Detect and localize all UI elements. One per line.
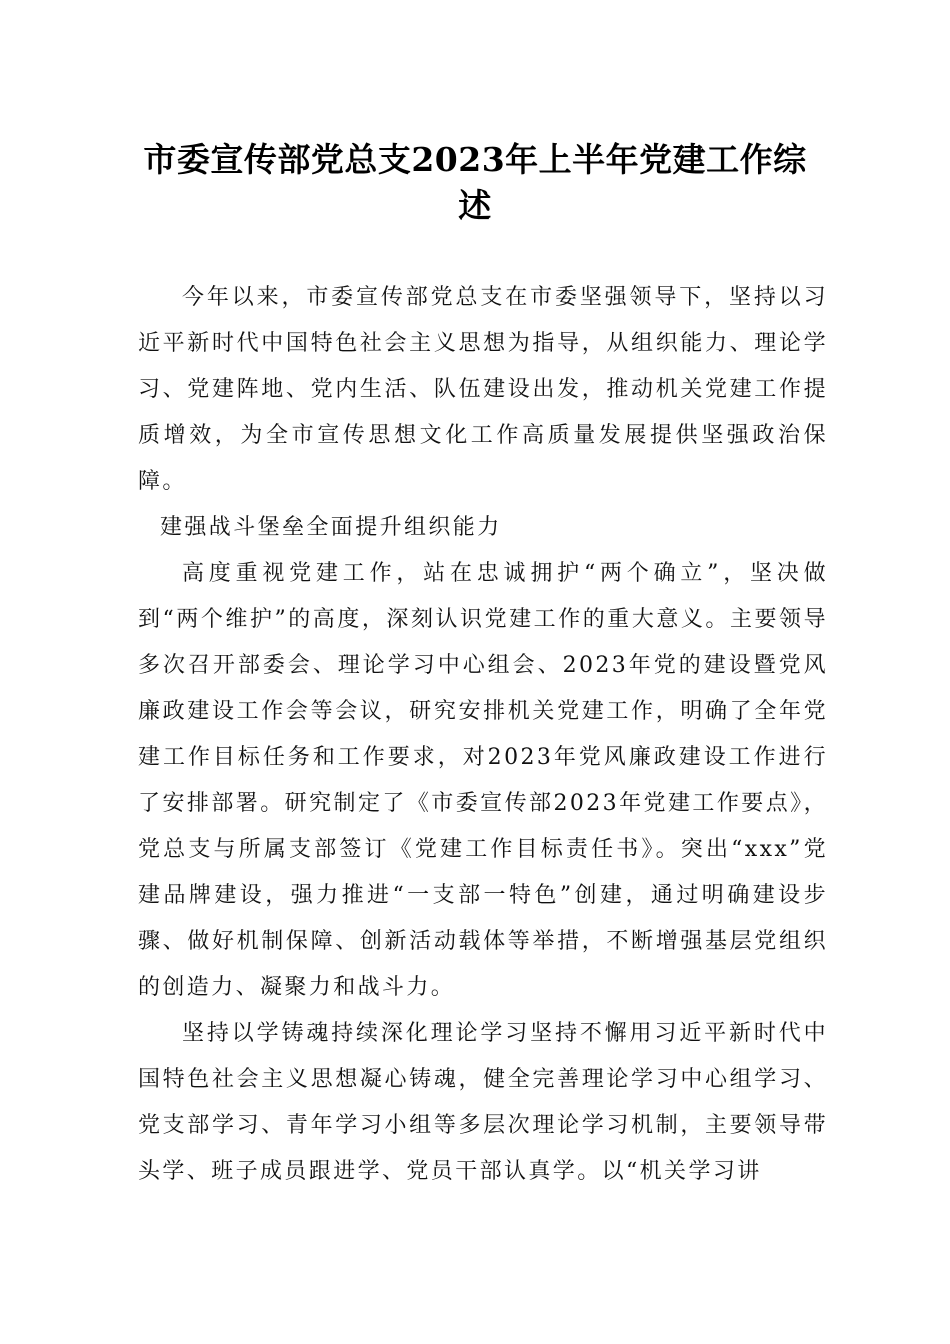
- intro-paragraph: 今年以来，市委宣传部党总支在市委坚强领导下，坚持以习近平新时代中国特色社会主义思想为指导，从组织能力、理论学习、党建阵地、党内生活、队伍建设出发，推动机关党建工作提质增效，为全市宣传思想文化工作高质量发展提供坚强政治保障。: [138, 285, 828, 494]
- body-paragraph: 坚持以学铸魂持续深化理论学习坚持不懈用习近平新时代中国特色社会主义思想凝心铸魂，健全完善理论学习中心组学习、党支部学习、青年学习小组等多层次理论学习机制，主要领导带头学、班子成员跟进学、党员干部认真学。以“机关学习讲: [138, 1021, 828, 1184]
- document-body: [138, 275, 828, 1195]
- document-title: 市委宣传部党总支2023年上半年党建工作综述: [143, 140, 807, 225]
- section-heading: 建强战斗堡垒全面提升组织能力: [160, 515, 502, 540]
- body-paragraph: 高度重视党建工作，站在忠诚拥护“两个确立”，坚决做到“两个维护”的高度，深刻认识党建工作的重大意义。主要领导多次召开部委会、理论学习中心组会、2023年党的建设暨党风廉政建设工作会等会议，研究安排机关党建工作，明确了全年党建工作目标任务和工作要求，对2023年党风廉政建设工作进行了安排部署。研究制定了《市委宣传部2023年党建工作要点》，党总支与所属支部签订《党建工作目标责任书》。突出“xxx”党建品牌建设，强力推进“一支部一特色”创建，通过明确建设步骤、做好机制保障、创新活动载体等举措，不断增强基层党组织的创造力、凝聚力和战斗力。: [138, 561, 828, 1000]
